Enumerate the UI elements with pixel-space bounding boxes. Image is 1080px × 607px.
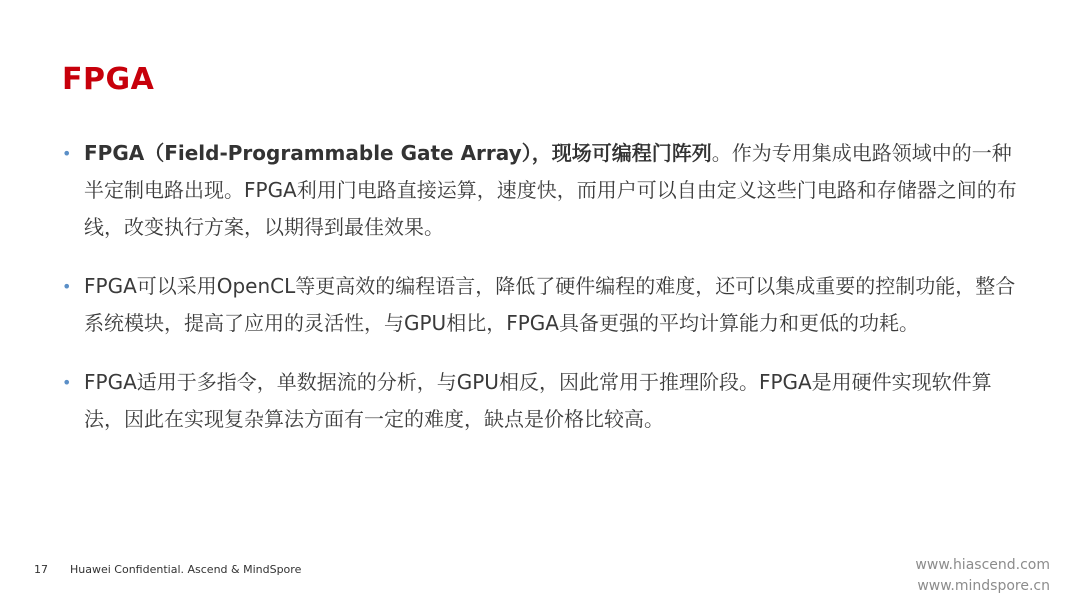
bullet-dot-icon: •: [62, 373, 72, 392]
confidential-notice: Huawei Confidential. Ascend & MindSpore: [70, 563, 302, 576]
bullet-dot-icon: •: [62, 277, 72, 296]
bullet-item-3: [62, 364, 1022, 438]
bullet-dot-icon: •: [62, 144, 72, 163]
bullet-item-2: [62, 268, 1022, 342]
footer-links: [915, 555, 1050, 597]
hiascend-link[interactable]: www.hiascend.com: [915, 557, 1050, 573]
mindspore-link[interactable]: www.mindspore.cn: [917, 578, 1050, 594]
bullet-1-bold-text: FPGA（Field-Programmable Gate Array），现场可编程门阵列: [84, 141, 712, 165]
bullet-item-1: [62, 135, 1022, 246]
bullet-list: [62, 135, 1022, 460]
slide-title: FPGA: [62, 62, 155, 97]
page-number: 17: [34, 563, 48, 576]
bullet-1-text: 。作为专用集成电路领域中的一种半定制电路出现。FPGA利用门电路直接运算，速度快，而用户可以自由定义这些门电路和存储器之间的布线，改变执行方案，以期得到最佳效果。: [84, 141, 1017, 239]
bullet-3-text: FPGA适用于多指令，单数据流的分析，与GPU相反，因此常用于推理阶段。FPGA是用硬件实现软件算法，因此在实现复杂算法方面有一定的难度，缺点是价格比较高。: [84, 370, 992, 431]
bullet-2-text: FPGA可以采用OpenCL等更高效的编程语言，降低了硬件编程的难度，还可以集成重要的控制功能，整合系统模块，提高了应用的灵活性，与GPU相比，FPGA具备更强的平均计算能力和更低的功耗。: [84, 274, 1016, 335]
